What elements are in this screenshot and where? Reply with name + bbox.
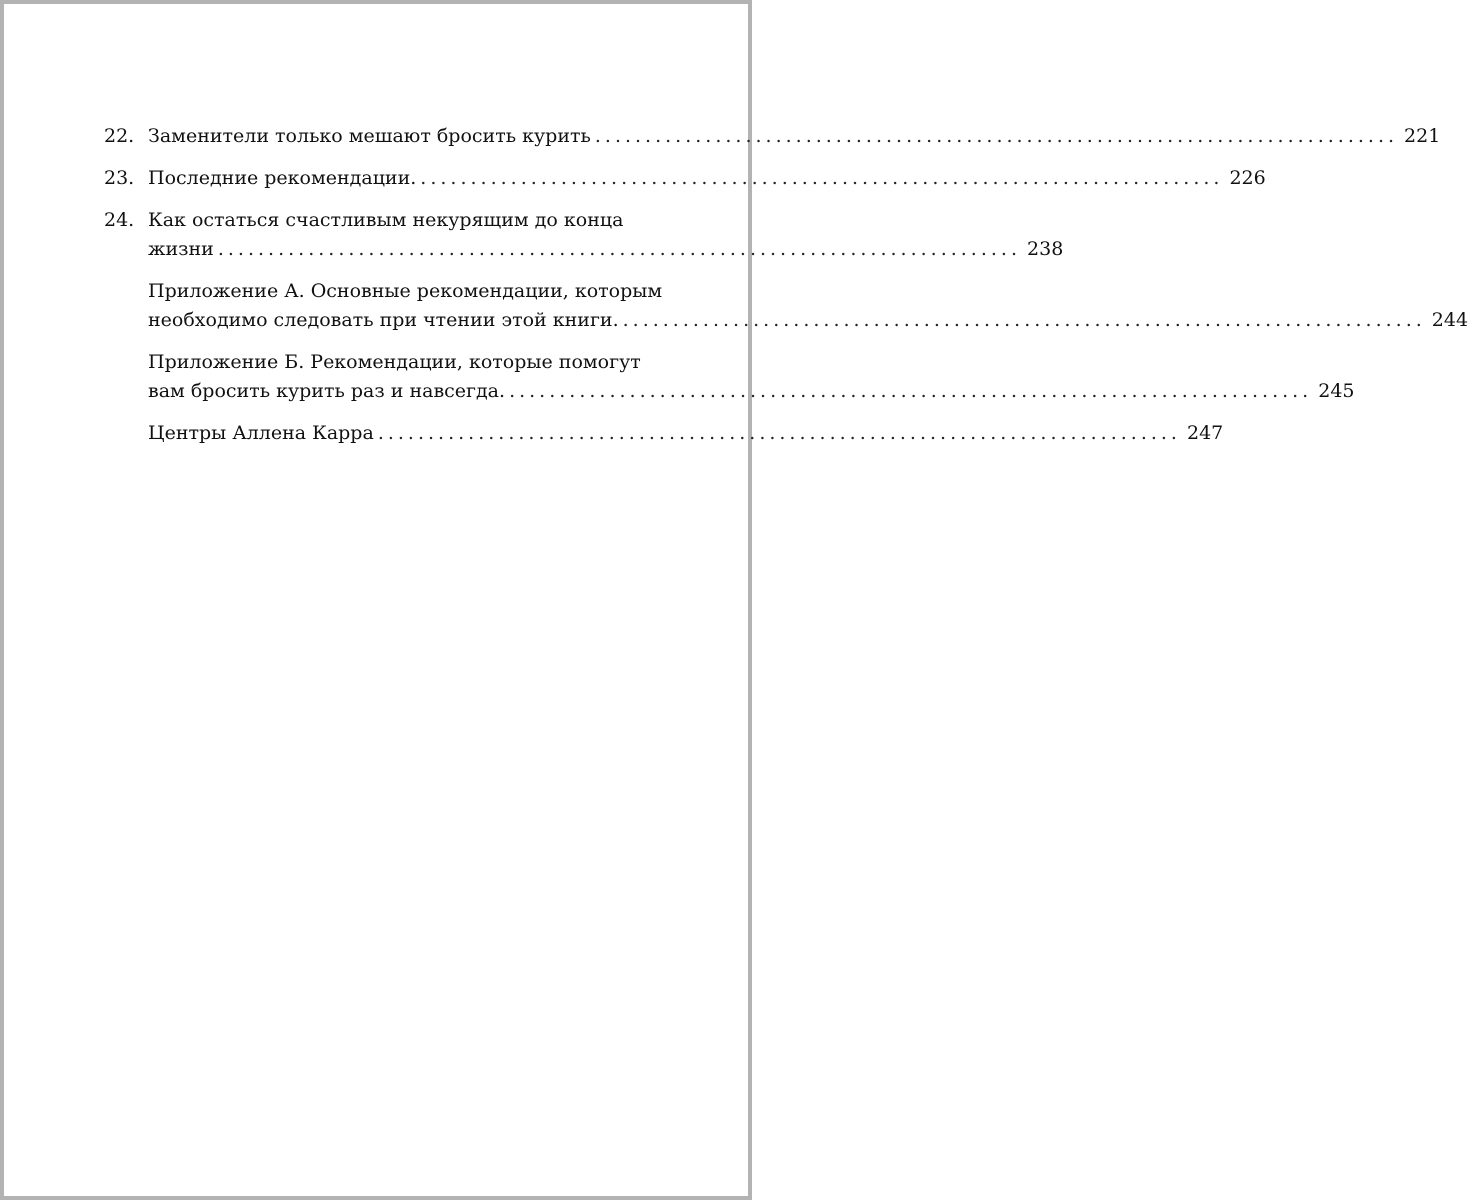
appendix-title-end: вам бросить курить раз и навсегда. [148, 380, 506, 402]
toc-entry-24 [104, 206, 1064, 264]
toc-entry-appendix-a [104, 277, 1468, 335]
dot-leader: ................................................................................ [377, 422, 1181, 444]
dot-leader: ................................................................................ [509, 380, 1313, 402]
page-number: 221 [1404, 125, 1441, 147]
chapter-title: Последние рекомендации. [148, 167, 417, 189]
dot-leader: ................................................................................ [594, 125, 1399, 147]
table-of-contents [104, 122, 1468, 461]
page-number: 238 [1027, 238, 1064, 260]
chapter-number: 24. [104, 209, 135, 231]
dot-leader: ................................................................................ [217, 238, 1022, 260]
toc-entry-22 [104, 122, 1441, 151]
toc-entry-appendix-b [104, 348, 1355, 406]
chapter-title-end: жизни [148, 238, 214, 260]
section-title: Центры Аллена Карра [148, 422, 374, 444]
page-number: 226 [1229, 167, 1266, 189]
page-number: 244 [1431, 309, 1468, 331]
page-number: 245 [1318, 380, 1355, 402]
chapter-title: Заменители только мешают бросить курить [148, 125, 591, 147]
dot-leader: ................................................................................ [622, 309, 1426, 331]
chapter-number: 22. [104, 125, 135, 147]
dot-leader: ................................................................................ [420, 167, 1224, 189]
appendix-title-line: Приложение А. Основные рекомендации, которым [148, 280, 663, 302]
appendix-title-line: Приложение Б. Рекомендации, которые помогут [148, 351, 641, 373]
chapter-title-line: Как остаться счастливым некурящим до конца [148, 209, 624, 231]
toc-entry-allen-carr-centres [104, 419, 1224, 448]
page-number: 247 [1186, 422, 1224, 444]
toc-entry-23 [104, 164, 1266, 193]
appendix-title-end: необходимо следовать при чтении этой книги. [148, 309, 619, 331]
chapter-number: 23. [104, 167, 135, 189]
